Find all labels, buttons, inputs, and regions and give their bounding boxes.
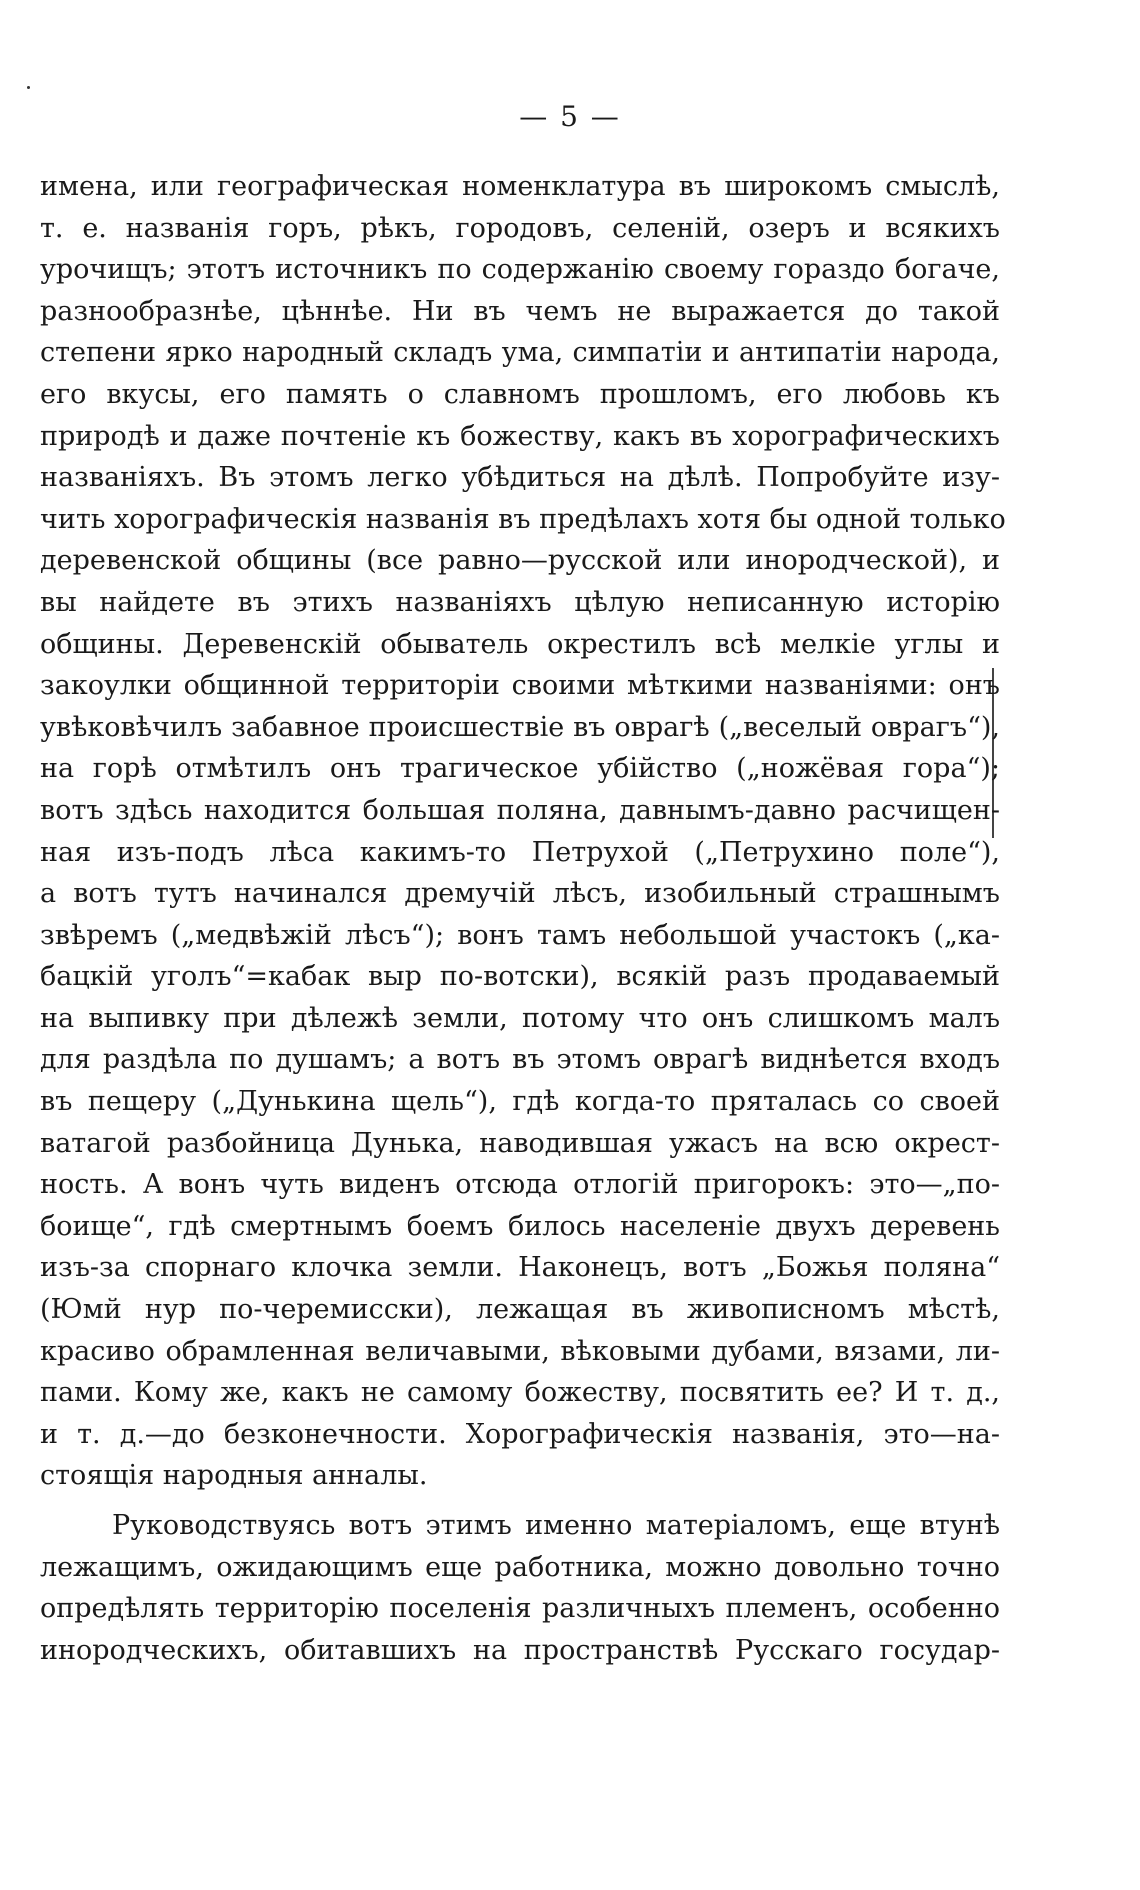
text-line: имена, или географическая номенклатура въ широкомъ смыслѣ, (40, 171, 1000, 202)
text-line: увѣковѣчилъ забавное происшествіе въ оврагѣ („веселый оврагъ“), (40, 711, 1000, 743)
text-line: природѣ и даже почтеніе къ божеству, какъ въ хорографическихъ (40, 420, 1000, 452)
text-line: названіяхъ. Въ этомъ легко убѣдиться на дѣлѣ. Попробуйте изу- (40, 462, 1000, 494)
text-line: инородческихъ, обитавшихъ на пространствѣ Русскаго государ- (40, 1634, 1000, 1666)
text-line: его вкусы, его память о славномъ прошломъ, его любовь къ (40, 378, 1000, 410)
text-line: звѣремъ („медвѣжій лѣсъ“); вонъ тамъ небольшой участокъ („ка- (40, 919, 1000, 951)
text-line: и т. д.—до безконечности. Хорографическія названія, это—на- (40, 1418, 1000, 1450)
text-line: закоулки общинной территоріи своими мѣткими названіями: онъ (40, 670, 1000, 702)
text-line: для раздѣла по душамъ; а вотъ въ этомъ оврагѣ виднѣется входъ (40, 1044, 1000, 1076)
text-line: пами. Кому же, какъ не самому божеству, посвятить ее? И т. д., (40, 1377, 1000, 1409)
text-line: бацкій уголъ“=кабак выр по-вотски), всякій разъ продаваемый (40, 961, 1000, 993)
text-line: ная изъ-подъ лѣса какимъ-то Петрухой („Петрухино поле“), (40, 836, 1000, 868)
text-line: боище“, гдѣ смертнымъ боемъ билось населеніе двухъ деревень (40, 1210, 1000, 1242)
text-line: Руководствуясь вотъ этимъ именно матеріаломъ, еще втунѣ (112, 1510, 1000, 1541)
text-line: изъ-за спорнаго клочка земли. Наконецъ, вотъ „Божья поляна“ (40, 1252, 1000, 1284)
body-text (40, 166, 1006, 1671)
text-line: ность. А вонъ чуть виденъ отсюда отлогій пригорокъ: это—„по- (40, 1169, 1000, 1201)
text-line: урочищъ; этотъ источникъ по содержанію своему гораздо богаче, (40, 254, 1000, 286)
paragraph-gap (40, 1497, 1000, 1505)
text-line: въ пещеру („Дунькина щель“), гдѣ когда-то пряталась со своей (40, 1086, 1000, 1118)
text-line: вотъ здѣсь находится большая поляна, давнымъ-давно расчищен- (40, 794, 1000, 826)
text-line: стоящія народныя анналы. (40, 1460, 428, 1492)
text-line: чить хорографическія названія въ предѣлахъ хотя бы одной только (40, 503, 1006, 535)
page-number: — 5 — (519, 100, 621, 133)
text-line: т. е. названія горъ, рѣкъ, городовъ, селеній, озеръ и всякихъ (40, 212, 1000, 244)
text-line: лежащимъ, ожидающимъ еще работника, можно довольно точно (40, 1551, 1000, 1583)
text-line: на горѣ отмѣтилъ онъ трагическое убійство („ножёвая гора“); (40, 753, 1000, 785)
text-line: опредѣлять территорію поселенія различныхъ племенъ, особенно (40, 1593, 1000, 1625)
text-line: деревенской общины (все равно—русской или инородческой), и (40, 545, 1000, 577)
text-line: на выпивку при дѣлежѣ земли, потому что онъ слишкомъ малъ (40, 1002, 1000, 1034)
text-line: общины. Деревенскій обыватель окрестилъ всѣ мелкіе углы и (40, 628, 1000, 660)
text-line: красиво обрамленная величавыми, вѣковыми дубами, вязами, ли- (40, 1335, 1000, 1367)
text-line: степени ярко народный складъ ума, симпатіи и антипатіи народа, (40, 337, 1000, 369)
text-line: (Юмй нур по-черемисски), лежащая въ живописномъ мѣстѣ, (40, 1294, 1000, 1326)
stray-ink-dot (27, 86, 30, 89)
text-line: разнообразнѣе, цѣннѣе. Ни въ чемъ не выражается до такой (40, 295, 1000, 327)
text-line: а вотъ тутъ начинался дремучій лѣсъ, изобильный страшнымъ (40, 878, 1000, 910)
text-line: ватагой разбойница Дунька, наводившая ужасъ на всю окрест- (40, 1127, 1000, 1159)
text-line: вы найдете въ этихъ названіяхъ цѣлую неписанную исторію (40, 586, 1000, 618)
